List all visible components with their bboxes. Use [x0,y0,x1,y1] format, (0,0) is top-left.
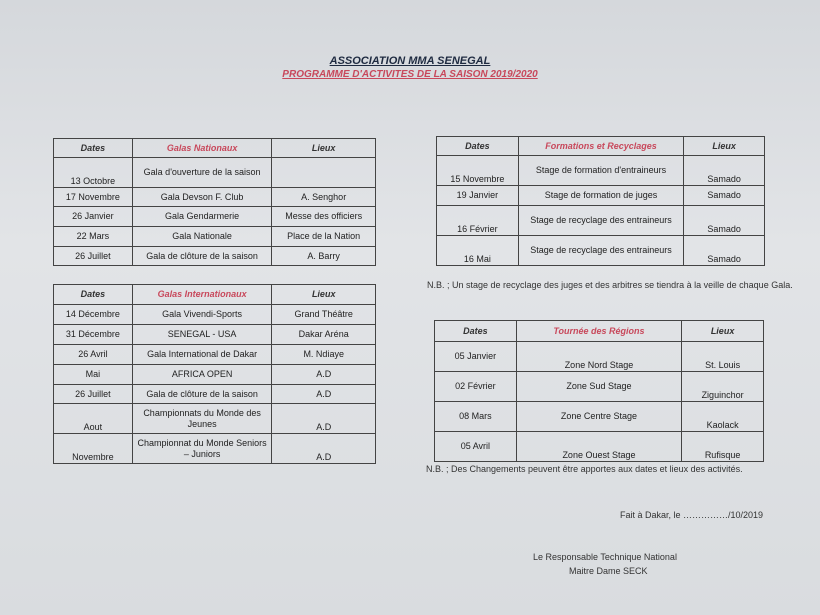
event-cell: AFRICA OPEN [132,365,272,385]
venue-cell: A. Senghor [272,188,376,207]
venue-cell: Ziguinchor [682,372,764,402]
column-header: Lieux [682,321,764,342]
venue-cell: Place de la Nation [272,227,376,247]
table-row [54,305,376,325]
table-row [437,156,765,186]
venue-cell: A.D [272,385,376,404]
table-row [54,158,376,188]
event-cell: Stage de formation de juges [518,186,683,206]
column-header: Lieux [272,285,376,305]
event-cell: Gala International de Dakar [132,345,272,365]
venue-cell: M. Ndiaye [272,345,376,365]
event-cell: Gala Devson F. Club [132,188,272,207]
venue-cell: Kaolack [682,402,764,432]
event-cell: Gala Gendarmerie [132,207,272,227]
venue-cell: Rufisque [682,432,764,462]
table-tournee-regions [434,320,764,462]
event-cell: Gala d'ouverture de la saison [132,158,272,188]
column-header: Lieux [684,137,765,156]
event-cell: Gala de clôture de la saison [132,385,272,404]
date-cell: Novembre [54,434,133,464]
date-cell: Aout [54,404,133,434]
document-subtitle: PROGRAMME D'ACTIVITES DE LA SAISON 2019/2020 [282,69,538,80]
table-row [54,345,376,365]
column-header: Lieux [272,139,376,158]
event-cell: Zone Nord Stage [516,342,681,372]
event-cell: Championnat du Monde Seniors – Juniors [132,434,272,464]
venue-cell: Samado [684,156,765,186]
event-cell: SENEGAL - USA [132,325,272,345]
column-header: Dates [54,285,133,305]
date-cell: 26 Janvier [54,207,133,227]
venue-cell: Samado [684,236,765,266]
date-cell: 15 Novembre [437,156,519,186]
fait-a-dakar: Fait à Dakar, le ……………/10/2019 [620,510,764,520]
table-row [54,207,376,227]
date-cell: 22 Mars [54,227,133,247]
column-header: Galas Nationaux [132,139,272,158]
venue-cell [272,158,376,188]
table-row [435,432,764,462]
date-cell: 16 Février [437,206,519,236]
note-changements: N.B. ; Des Changements peuvent être apportes aux dates et lieux des activités. [426,464,743,474]
date-cell: 16 Mai [437,236,519,266]
event-cell: Stage de recyclage des entraineurs [518,236,683,266]
table-row [437,236,765,266]
date-cell: 31 Décembre [54,325,133,345]
venue-cell: A.D [272,365,376,385]
event-cell: Stage de formation d'entraineurs [518,156,683,186]
column-header: Dates [435,321,517,342]
signature-name: Maitre Dame SECK [569,566,648,576]
date-cell: 13 Octobre [54,158,133,188]
table-row [437,186,765,206]
date-cell: 05 Janvier [435,342,517,372]
column-header: Tournée des Régions [516,321,681,342]
table-row [54,434,376,464]
date-cell: 14 Décembre [54,305,133,325]
note-juges-arbitres: N.B. ; Un stage de recyclage des juges et des arbitres se tiendra à la veille de chaque Gala. [427,280,793,290]
table-row [54,404,376,434]
column-header: Dates [54,139,133,158]
table-row [435,342,764,372]
table-row [54,365,376,385]
table-formations [436,136,765,266]
event-cell: Gala de clôture de la saison [132,247,272,266]
event-cell: Championnats du Monde des Jeunes [132,404,272,434]
event-cell: Zone Ouest Stage [516,432,681,462]
table-row [437,206,765,236]
date-cell: 05 Avril [435,432,517,462]
table-row [54,227,376,247]
venue-cell: St. Louis [682,342,764,372]
date-cell: 19 Janvier [437,186,519,206]
column-header: Dates [437,137,519,156]
venue-cell: A.D [272,434,376,464]
table-galas-internationaux [53,284,376,464]
event-cell: Gala Vivendi-Sports [132,305,272,325]
date-cell: 26 Juillet [54,247,133,266]
venue-cell: A. Barry [272,247,376,266]
table-row [54,188,376,207]
column-header: Galas Internationaux [132,285,272,305]
venue-cell: Dakar Aréna [272,325,376,345]
date-cell: 26 Juillet [54,385,133,404]
date-cell: Mai [54,365,133,385]
venue-cell: A.D [272,404,376,434]
signature-role: Le Responsable Technique National [533,552,677,562]
document-title: ASSOCIATION MMA SENEGAL [329,55,491,67]
event-cell: Zone Sud Stage [516,372,681,402]
venue-cell: Samado [684,186,765,206]
table-row [54,385,376,404]
table-row [435,372,764,402]
table-row [435,402,764,432]
date-cell: 02 Février [435,372,517,402]
venue-cell: Messe des officiers [272,207,376,227]
venue-cell: Samado [684,206,765,236]
table-row [54,247,376,266]
table-galas-nationaux [53,138,376,266]
date-cell: 17 Novembre [54,188,133,207]
date-cell: 26 Avril [54,345,133,365]
table-row [54,325,376,345]
venue-cell: Grand Théâtre [272,305,376,325]
event-cell: Zone Centre Stage [516,402,681,432]
column-header: Formations et Recyclages [518,137,683,156]
date-cell: 08 Mars [435,402,517,432]
event-cell: Gala Nationale [132,227,272,247]
event-cell: Stage de recyclage des entraineurs [518,206,683,236]
